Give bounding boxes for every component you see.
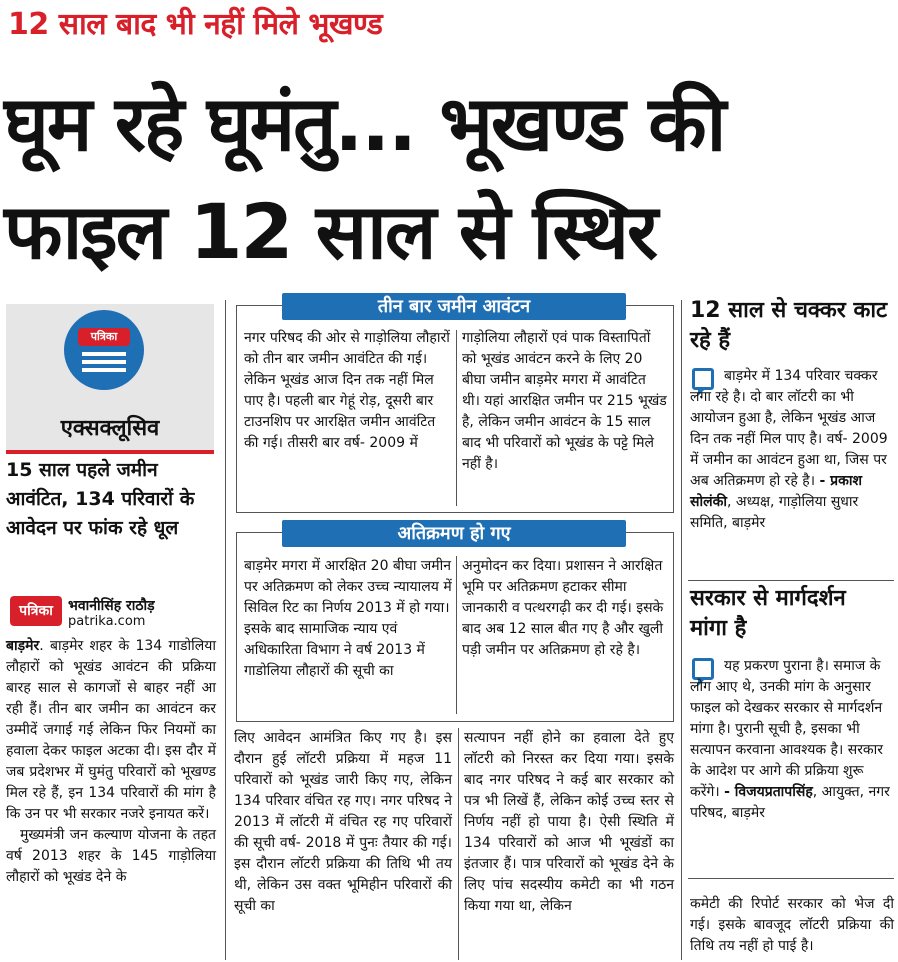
quote-1-name: - प्रकाश सोलंकी bbox=[690, 473, 863, 510]
sidebar-head-2: सरकार से मार्गदर्शन मांगा है bbox=[690, 586, 846, 641]
sidebar-tail: कमेटी की रिपोर्ट सरकार को भेज दी गई। इसके बावजूद लॉटरी प्रक्रिया की तिथि तय नहीं हो पाई है। bbox=[690, 896, 894, 954]
exclusive-rule bbox=[6, 450, 214, 454]
byline-author: भवानीसिंह राठौड़ bbox=[68, 598, 155, 614]
main-column-2: लिए आवेदन आमंत्रित किए गए है। इस दौरान हुई लॉटरी प्रक्रिया में महज 11 परिवारों को भूखंड जारी किए गए, लेकिन 134 परिवार वंचित रह गए। नगर परिषद ने 2013 में लॉटरी में वंचित रह गए परिवारों की सूची वर्ष- 2018 में पुनः तैयार की गई। इस दौरान लॉटरी प्रक्रिया की तिथि भी तय थी, लेकिन उस वक्त भूमिहीन परिवारों की सूची का bbox=[234, 730, 452, 914]
box-encroachment-right: अनुमोदन कर दिया। प्रशासन ने आरक्षित भूमि पर अतिक्रमण हटाकर सीमा जानकारी व पत्थरगढ़ी कर दी गई। इसके बाद अब 12 साल बीत गए है और खुली पड़ी जमीन पर अतिक्रमण हो रहे है। bbox=[462, 558, 664, 658]
exclusive-label: एक्सक्लूसिव bbox=[60, 416, 160, 441]
box-encroachment-left: बाड़मेर मगरा में आरक्षित 20 बीघा जमीन पर अतिक्रमण को लेकर उच्च न्यायालय में सिविल रिट का निर्णय 2013 में हो गया। इसके बाद सामाजिक न्याय एवं अधिकारिता विभाग ने वर्ष 2013 में गाडोलिया लौहारों की सूची का bbox=[244, 558, 452, 679]
headline-line-1: घूम रहे घूमंतु... भूखण्ड की bbox=[4, 79, 725, 168]
main-para-1: . बाड़मेर शहर के 134 गाडोलिया लौहारों को भूखंड आवंटन की प्रक्रिया बारह साल से कागजों से बाहर नहीं आ रही हैं। तीन बार जमीन का आवंटन कर उम्मीदें जगाई गई लेकिन फिर नियमों का हवाला देकर फाइल अटका दी। इस दौर में जब प्रदेशभर में घुमंतु परिवारों को भूखण्ड मिल रहे हैं, इन 134 परिवारों की मांग है कि उन पर भी सरकार नजरे इनायत करें। bbox=[6, 638, 216, 822]
sidebar-head-1: 12 साल से चक्कर काट रहे हैं bbox=[690, 298, 888, 353]
sidebar-quote-2: यह प्रकरण पुराना है। समाज के लोग आए थे, उनकी मांग के अनुसार फाइल को देखकर सरकार से मार्गदर्शन मांगा है। पुरानी सूची है, इसका भी सत्यापन करवाना आवश्यक है। सरकार के आदेश पर आगे की प्रक्रिया शुरू करेंगे। - विजयप्रतापसिंह, आयुक्त, नगर परिषद, बाड़मेर bbox=[690, 658, 890, 821]
kicker: 12 साल बाद भी नहीं मिले भूखण्ड bbox=[8, 7, 383, 42]
box-encroachment-title: अतिक्रमण हो गए bbox=[282, 520, 626, 547]
exclusive-subhead: 15 साल पहले जमीन आवंटित, 134 परिवारों के आवेदन पर फांक रहे धूल bbox=[6, 459, 195, 539]
brand-logo: पत्रिका bbox=[78, 328, 130, 346]
main-column-3: सत्यापन नहीं होने का हवाला देते हुए लॉटरी को निरस्त कर दिया गया। इसके बाद नगर परिषद ने कई बार सरकार को पत्र भी लिखें हैं, लेकिन कोई उच्च स्तर से निर्णय नहीं हो पाया है। ऐसी स्थिति में 134 परिवारों को आज भी भूखंडों का इंतजार हैं। पात्र परिवारों को भूखंड देने के लिए पांच सदस्यीय कमेटी का भी गठन किया गया था, लेकिन bbox=[464, 730, 674, 914]
sidebar-quote-1: बाड़मेर में 134 परिवार चक्कर लगा रहे है। दो बार लॉटरी का भी आयोजन हुआ है, लेकिन भूखंड आज दिन तक नहीं मिल पाए है। वर्ष- 2009 में जमीन का आवंटन हुआ था, जिस पर अब अतिक्रमण हो रहे है। - प्रकाश सोलंकी, अध्यक्ष, गाड़ोलिया सुधार समिति, बाड़मेर bbox=[690, 368, 888, 531]
main-para-2: मुख्यमंत्री जन कल्याण योजना के तहत वर्ष 2013 शहर के 145 गाड़ोलिया लौहारों को भूखंड देने के bbox=[6, 827, 216, 885]
box-allotment-left: नगर परिषद की ओर से गाड़ोलिया लौहारों को तीन बार जमीन आवंटित की गई। लेकिन भूखंड आज दिन तक नहीं मिल पाए है। पहली बार गेहूं रोड़, दूसरी बार टाउनशिप पर आरक्षित जमीन आवंटित की गई। तीसरी बार वर्ष- 2009 में bbox=[244, 330, 450, 451]
dateline: बाड़मेर bbox=[6, 638, 40, 654]
newspaper-icon bbox=[64, 310, 144, 390]
box-allotment-title: तीन बार जमीन आवंटन bbox=[282, 293, 626, 320]
byline-logo: पत्रिका bbox=[10, 596, 62, 626]
quote-2-name: - विजयप्रतापसिंह bbox=[724, 784, 813, 800]
box-allotment-right: गाड़ोलिया लौहारों एवं पाक विस्तापितों को भूखंड आवंटन करने के लिए 20 बीघा जमीन बाड़मेर मगरा में आवंटित थी। यहां आरक्षित जमीन पर 215 भूखंड है, लेकिन जमीन आवंटन के 15 साल बाद भी परिवारों को भूखंड के पट्टे मिले नहीं है। bbox=[462, 330, 667, 472]
exclusive-panel bbox=[6, 304, 214, 454]
byline-site: patrika.com bbox=[68, 614, 146, 629]
main-column-1 bbox=[6, 636, 216, 888]
headline-line-2: फाइल 12 साल से स्थिर bbox=[4, 187, 657, 276]
